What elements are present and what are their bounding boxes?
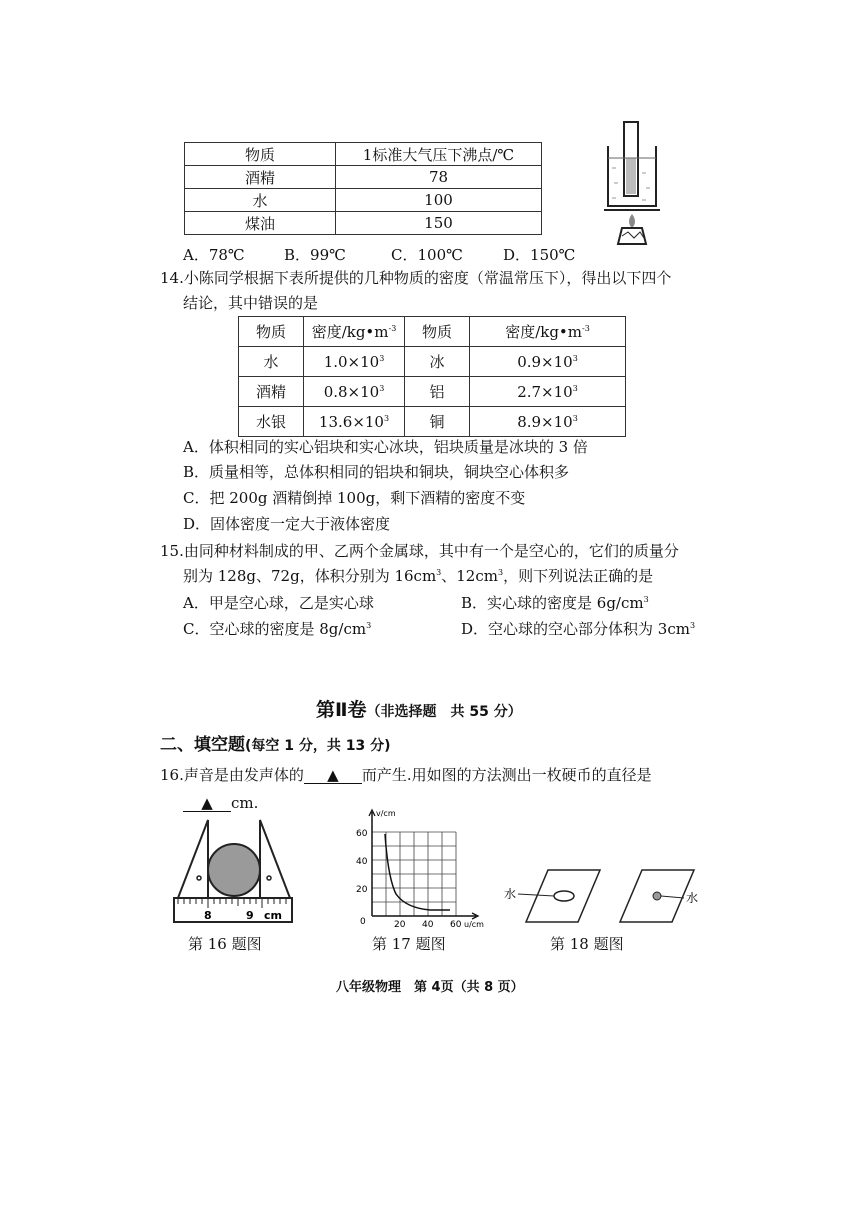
table-cell: 水	[239, 347, 304, 377]
graph-x-axis-label: u/cm	[464, 920, 484, 929]
water-drops-figure	[500, 866, 706, 928]
answer-blank[interactable]: ▲	[183, 795, 231, 812]
table-row	[239, 407, 626, 437]
q16-text-line2: ▲ cm.	[183, 793, 258, 813]
q14-option-d: D．固体密度一定大于液体密度	[183, 515, 391, 533]
answer-blank[interactable]: ▲	[304, 767, 362, 784]
ruler-tick-label: 8	[204, 909, 212, 922]
table-cell: $0.8\times 10^3$	[304, 377, 405, 407]
table-row	[185, 189, 542, 212]
table-cell: 100	[336, 189, 542, 212]
q13-option-d: D．150℃	[503, 246, 576, 264]
q16-text-line1: 16.声音是由发声体的 ▲ 而产生.用如图的方法测出一枚硬币的直径是	[160, 766, 652, 784]
table-cell: 煤油	[185, 212, 336, 235]
table-cell: 铝	[405, 377, 470, 407]
q13-option-c: C．100℃	[391, 246, 463, 264]
q14-text-line2: 结论，其中错误的是	[183, 294, 319, 312]
table-cell: $2.7\times 10^3$	[470, 377, 626, 407]
table-header: 物质	[239, 317, 304, 347]
table-cell: $8.9\times 10^3$	[470, 407, 626, 437]
table-header: 物质	[185, 143, 336, 166]
graph-y-tick: 0	[360, 917, 366, 927]
figure-17-caption: 第 17 题图	[372, 935, 446, 953]
table-row	[185, 212, 542, 235]
q15-option-c: C．空心球的密度是 $8g/cm^3$	[183, 620, 372, 638]
table-header: 物质	[405, 317, 470, 347]
ruler-tick-label: 9	[246, 909, 254, 922]
table-header: 密度$/kg•m^{-3}$	[304, 317, 405, 347]
q14-option-c: C．把 200g 酒精倒掉 100g，剩下酒精的密度不变	[183, 489, 526, 507]
q14-option-a: A．体积相同的实心铝块和实心冰块，铝块质量是冰块的 3 倍	[183, 438, 588, 456]
heating-apparatus-figure	[598, 118, 668, 256]
graph-y-tick: 60	[356, 829, 368, 839]
table-row	[185, 166, 542, 189]
table-cell: 78	[336, 166, 542, 189]
q15-option-b: B．实心球的密度是 $6g/cm^3$	[461, 594, 649, 612]
coin-ruler-figure	[172, 816, 296, 928]
table-cell: $13.6\times 10^3$	[304, 407, 405, 437]
part-title: 二、填空题(每空 1 分，共 13 分)	[160, 735, 391, 755]
boiling-point-table	[184, 142, 542, 235]
graph-x-tick: 20	[394, 920, 406, 930]
page-footer: 八年级物理 第 4页（共 8 页）	[336, 980, 524, 995]
graph-y-tick: 20	[356, 885, 368, 895]
q14-text-line1: 14.小陈同学根据下表所提供的几种物质的密度（常温常压下），得出以下四个	[160, 269, 672, 287]
q13-option-a: A．78℃	[183, 246, 245, 264]
graph-y-axis-label: v/cm	[376, 809, 396, 818]
density-table	[238, 316, 626, 437]
graph-x-tick: 40	[422, 920, 434, 930]
q15-option-a: A．甲是空心球，乙是实心球	[183, 594, 374, 612]
table-cell: 150	[336, 212, 542, 235]
table-row	[239, 377, 626, 407]
graph-y-tick: 40	[356, 857, 368, 867]
water-label-right: 水	[686, 891, 699, 905]
ruler-unit-label: cm	[264, 909, 282, 922]
graph-x-tick: 60	[450, 920, 462, 930]
table-cell: 冰	[405, 347, 470, 377]
v-u-graph-figure	[350, 806, 490, 932]
table-header: 密度$/kg•m^{-3}$	[470, 317, 626, 347]
water-label-left: 水	[504, 887, 517, 901]
table-cell: $1.0\times 10^3$	[304, 347, 405, 377]
table-cell: 铜	[405, 407, 470, 437]
table-cell: $0.9\times 10^3$	[470, 347, 626, 377]
figure-18-caption: 第 18 题图	[550, 935, 624, 953]
table-row	[239, 347, 626, 377]
table-cell: 水	[185, 189, 336, 212]
table-cell: 酒精	[239, 377, 304, 407]
table-cell: 水银	[239, 407, 304, 437]
q15-text-line1: 15.由同种材料制成的甲、乙两个金属球，其中有一个是空心的，它们的质量分	[160, 542, 679, 560]
q15-option-d: D．空心球的空心部分体积为 $3cm^3$	[461, 620, 696, 638]
q13-option-b: B．99℃	[284, 246, 346, 264]
figure-16-caption: 第 16 题图	[188, 935, 262, 953]
table-cell: 酒精	[185, 166, 336, 189]
table-header: 1标准大气压下沸点/℃	[336, 143, 542, 166]
section-title: 第Ⅱ卷（非选择题 共 55 分）	[316, 699, 522, 721]
q15-text-line2: 别为 128g、72g，体积分别为 $16cm^3$、$12cm^3$，则下列说法正确的是	[183, 567, 654, 585]
q14-option-b: B．质量相等，总体积相同的铝块和铜块，铜块空心体积多	[183, 463, 570, 481]
